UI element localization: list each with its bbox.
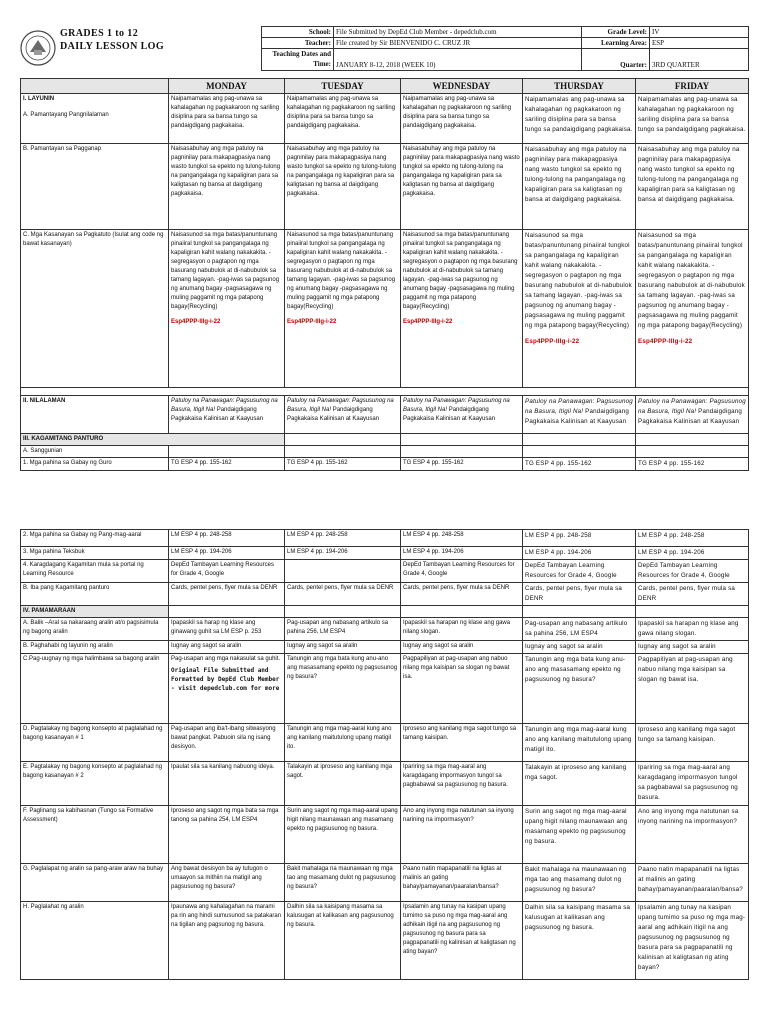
- competency-code: Esp4PPP-IIIg-i-22: [287, 319, 337, 325]
- dates-label: Teaching Dates and Time:: [262, 49, 334, 71]
- row-paglalapat: G. Paglalapat ng aralin sa pang-araw araw na buhay Ang bawat desisyon ba ay tutugon o umaayon sa mithiin na matigil ang pagsusunog ng basura? Bakit mahalaga na maunawaan ng mga tao ang masamang dulot ng pagsusunog ng basura? Paano natin mapapanatili na ligtas at malinis an gating bahay/pamayanan/paaralan/bansa? Bakit mahalaga na maunawaan ng mga tao ang masamang dulot ng pagsusunog ng basura? Paano natin mapapanatili na ligtas at malinis an gating bahay/pamayanan/paaralan/bansa?: [21, 864, 749, 902]
- row-pag-uugnay: C.Pag-uugnay ng mga halimbawa sa bagong aralin Pag-usapan ang mga nakasulat sa guhit. Original File Submitted and Formatted by DepEd Club Member - visit depedclub.com for more Tanungin ang mga bata kung anu-ano ang masasamang epekto ng pagsusunog ng basura? Pagpapiliyan at pag-usapan ang nabuo nilang mga kaisipan sa slogan ng bawat isa. Tanungin ang mga bata kung anu-ano ang masasamang epekto ng pagsusunog ng basura? Pagpapiliyan at pag-usapan ang nabuo nilang mga kaisipan sa slogan ng bawat isa.: [21, 654, 749, 724]
- competency-code: Esp4PPP-IIIg-i-22: [525, 338, 580, 345]
- day-monday: MONDAY: [169, 79, 285, 94]
- row-nilalaman: II. NILALAMAN Patuloy na Panawagan: Pagsusunog na Basura, Itigil Na! Pandaigdigang Pagkakaisa Kalinisan at Kaayusan Patuloy na Panawagan: Pagsusunog na Basura, Itigil Na! Pandaigdigang Pagkakaisa Kalinisan at Kaayusan Patuloy na Panawagan: Pagsusunog na Basura, Itigil Na! Pandaigdigang Pagkakaisa Kalinisan at Kaayusan Patuloy na Panawagan: Pagsusunog na Basura, Itigil Na! Pandaigdigang Pagkakaisa Kalinisan at Kaayusan Patuloy na Panawagan: Pagsusunog na Basura, Itigil Na! Pandaigdigang Pagkakaisa Kalinisan at Kaayusan: [21, 396, 749, 434]
- school-value: File Submitted by DepEd Club Member - depedclub.com: [334, 27, 582, 38]
- row-balik-aral: A. Balik –Aral sa nakaraang aralin at/o pagsisimula ng bagong aralin Ipapaskil sa harap ng klase ang ginawang guhit sa LM ESP p. 253 Pag-usapan ang nabasang artikulo sa pahina 256, LM ESP4 Ipapaskil sa harapan ng klase ang gawa nilang slogan. Pag-usapan ang nabasang artikulo sa pahina 256, LM ESP4 Ipapaskil sa harapan ng klase ang gawa nilang slogan.: [21, 618, 749, 641]
- lesson-table-page-2: [20, 529, 749, 980]
- row-mga-kasanayan: C. Mga Kasanayan sa Pagkatuto (Isulat ang code ng bawat kasanayan) Naisasunod sa mga batas/panuntunang pinaiiral tungkol sa pangangalaga ng kapaligiran kahit walang nakakakita. -segregasyon o pagtapon ng mga basurang nabubulok at di-nabubulok sa tamang lagayan. -pag-iwas sa pagsunog ng anumang bagay -pagsasagawa ng muling paggamit ng mga patapong bagay(Recycling) Esp4PPP-IIIg-i-22 Naisasunod sa mga batas/panuntunang pinaiiral tungkol sa pangangalaga ng kapaligiran kahit walang nakakakita. -segregasyon o pagtapon ng mga basurang nabubulok at di-nabubulok sa tamang lagayan. -pag-iwas sa pagsunog ng anumang bagay -pagsasagawa ng muling paggamit ng mga patapong bagay(Recycling) Esp4PPP-IIIg-i-22 Naisasunod sa mga batas/panuntunang pinaiiral tungkol sa pangangalaga ng kapaligiran kahit walang nakakakita. -segregasyon o pagtapon ng mga basurang nabubulok at di-nabubulok sa tamang lagayan. -pag-iwas sa pagsunog ng anumang bagay -pagsasagawa ng muling paggamit ng mga patapong bagay(Recycling) Esp4PPP-IIIg-i-22 Naisasunod sa mga batas/panuntunang pinaiiral tungkol sa pangangalaga ng kapaligiran kahit walang nakakakita. -segregasyon o pagtapon ng mga basurang nabubulok at di-nabubulok sa tamang lagayan. -pag-iwas sa pagsunog ng anumang bagay -pagsasagawa ng muling paggamit ng mga patapong bagay(Recycling) Esp4PPP-IIIg-i-22 Naisasunod sa mga batas/panuntunang pinaiiral tungkol sa pangangalaga ng kapaligiran kahit walang nakakakita. -segregasyon o pagtapon ng mga basurang nabubulok at di-nabubulok sa tamang lagayan. -pag-iwas sa pagsunog ng anumang bagay -pagsasagawa ng muling paggamit ng mga patapong bagay(Recycling) Esp4PPP-IIIg-i-22: [21, 230, 749, 388]
- quarter-label: Quarter:: [582, 49, 650, 71]
- competency-code: Esp4PPP-IIIg-i-22: [638, 338, 693, 345]
- competency-code: Esp4PPP-IIIg-i-22: [403, 319, 453, 325]
- row-paghahabi: B. Paghahabi ng layunin ng aralin Iugnay ang sagot sa aralin Iugnay ang sagot sa aralin Iugnay ang sagot sa aralin Iugnay ang sagot sa aralin Iugnay ang sagot sa aralin: [21, 641, 749, 654]
- grade-label: Grade Level:: [582, 27, 650, 38]
- lesson-log-page-1: [20, 26, 748, 471]
- row-kagamitang-panturo: III. KAGAMITANG PANTURO: [21, 434, 749, 446]
- row-paglalahat: H. Paglalahat ng aralin Ipaunawa ang kahalagahan na marami pa rin ang hindi sumusunod sa patakaran na tigilan ang pagsunog ng basura. Dalhin sila sa kaisipang masama sa kalusugan at kalikasan ang pagsusunog ng basura. Ipsalamin ang tunay na kasipan upang tumimo sa puso ng mga mag-aaral ang adhikain itigil na ang pagsusunog ng pagsusunog ng basura para sa pagpapanatili ng kalinisan at kaligtasan ng ating bayan? Dalhin sila sa kaisipang masama sa kalusugan at kalikasan ang pagsusunog ng basura. Ipsalamin ang tunay na kasipan upang tumimo sa puso ng mga mag-aaral ang adhikain itigil na ang pagsusunog ng pagsusunog ng basura para sa pagpapanatili ng kalinisan at kaligtasan ng ating bayan?: [21, 902, 749, 980]
- day-tuesday: TUESDAY: [285, 79, 401, 94]
- deped-seal-icon: [20, 30, 56, 66]
- school-label: School:: [262, 27, 334, 38]
- teacher-label: Teacher:: [262, 38, 334, 49]
- quarter-value: 3RD QUARTER: [650, 49, 749, 71]
- day-header-row: [21, 79, 749, 94]
- row-pagtalakay-2: E. Pagtalakay ng bagong konsepto at paglalahad ng bagong kasanayan # 2 Ipaulat sila sa kanilang nabuong ideya. Talakayin at iproseso ang kanilang mga sagot. Ipariring sa mga mag-aaral ang karagdagang impormasyon tungol sa pagbabawal sa pagsusunog ng basura. Talakayin at iproseso ang kanilang mga sagot. Ipariring sa mga mag-aaral ang karagdagang impormasyon tungol sa pagbabawal sa pagsusunog ng basura.: [21, 762, 749, 806]
- row-pamantayan-sa-pagganap: B. Pamantayan sa Pagganap Naisasabuhay ang mga patuloy na pagninilay para makapagpasiya nang wasto tungkol sa epekto ng tulong-tulong na pangangalaga ng kapaligiran para sa kaligtasan ng bansa at daigdigang pagkakaisa. Naisasabuhay ang mga patuloy na pagninilay para makapagpasiya nang wasto tungkol sa epekto ng tulong-tulong na pangangalaga ng kapaligiran para sa kaligtasan ng bansa at daigdigang pagkakaisa. Naisasabuhay ang mga patuloy na pagninilay para makapagpasiya nang wasto tungkol sa epekto ng tulong-tulong na pangangalaga ng kapaligiran para sa kaligtasan ng bansa at daigdigang pagkakaisa. Naisasabuhay ang mga patuloy na pagninilay para makapagpasiya nang wasto tungkol sa epekto ng tulong-tulong na pangangalaga ng kapaligiran para sa kaligtasan ng bansa at daigdigang pagkakaisa. Naisasabuhay ang mga patuloy na pagninilay para makapagpasiya nang wasto tungkol sa epekto ng tulong-tulong na pangangalaga ng kapaligiran para sa kaligtasan ng bansa at daigdigang pagkakaisa.: [21, 144, 749, 230]
- competency-code: Esp4PPP-IIIg-i-22: [171, 319, 221, 325]
- row-pamamaraan: IV. PAMAMARAAN: [21, 606, 749, 618]
- row-paglinang: F. Paglinang sa kabihasnan (Tungo sa Formative Assessment) Iproseso ang sagot ng mga bata sa mga tanong sa pahina 254, LM ESP4 Surin ang sagot ng mga mag-aaral upang higit nilang maunawaan ang masamang epekto ng pagsusunog ng basura. Ano ang inyong mga natutunan sa inyong narining na impormasyon? Surin ang sagot ng mga mag-aaral upang higit nilang maunawaan ang masamang epekto ng pagsusunog ng basura. Ano ang inyong mga natutunan sa inyong narining na impormasyon?: [21, 806, 749, 864]
- lesson-log-page-2: [20, 529, 748, 980]
- row-gabay-mag-aaral: 2. Mga pahina sa Gabay ng Pang-mag-aaral LM ESP 4 pp. 248-258 LM ESP 4 pp. 248-258 LM ESP 4 pp. 248-258 LM ESP 4 pp. 248-258 LM ESP 4 pp. 248-258: [21, 530, 749, 547]
- teacher-value: File created by Sir BIENVENIDO C. CRUZ JR: [334, 38, 582, 49]
- header: [20, 26, 748, 78]
- grade-value: IV: [650, 27, 749, 38]
- day-friday: FRIDAY: [636, 79, 749, 94]
- watermark-note: Original File Submitted and Formatted by DepEd Club Member - visit depedclub.com for more: [171, 667, 280, 692]
- header-info-table: [261, 26, 749, 71]
- row-gabay-guro: 1. Mga pahina sa Gabay ng Guro TG ESP 4 pp. 155-162 TG ESP 4 pp. 155-162 TG ESP 4 pp. 155-162 TG ESP 4 pp. 155-162 TG ESP 4 pp. 155-162: [21, 458, 749, 471]
- row-pagtalakay-1: D. Pagtalakay ng bagong konsepto at paglalahad ng bagong kasanayan # 1 Pag-usapan ang iba't-ibang sitwasyong bawat pangkat. Pabuoin sila ng isang desisyon. Tanungin ang mga mag-aaral kung ano ang kanilang maitutulong upang matigil ito. Iproseso ang kanilang mga sagot tungo sa tamang kaisipan. Tanungin ang mga mag-aaral kung ano ang kanilang maitutulong upang matigil ito. Iproseso ang kanilang mga sagot tungo sa tamang kaisipan.: [21, 724, 749, 762]
- row-pamantayang-pangnilalaman: I. LAYUNIN A. Pamantayang Pangnilalaman Naipamamalas ang pag-unawa sa kahalagahan ng pagkakaroon ng sariling disiplina para sa bansa tungo sa pandaigdigang pagkakaisa. Naipamamalas ang pag-unawa sa kahalagahan ng pagkakaroon ng sariling disiplina para sa bansa tungo sa pandaigdigang pagkakaisa. Naipamamalas ang pag-unawa sa kahalagahan ng pagkakaroon ng sariling disiplina para sa bansa tungo sa pandaigdigang pagkakaisa. Naipamamalas ang pag-unawa sa kahalagahan ng pagkakaroon ng sariling disiplina para sa bansa tungo sa pandaigdigang pagkakaisa. Naipamamalas ang pag-unawa sa kahalagahan ng pagkakaroon ng sariling disiplina para sa bansa tungo sa pandaigdigang pagkakaisa.: [21, 94, 749, 144]
- dates-value: JANUARY 8-12, 2018 (WEEK 10): [334, 49, 582, 71]
- row-sanggunian: A. Sanggunian: [21, 446, 749, 458]
- day-thursday: THURSDAY: [523, 79, 636, 94]
- day-wednesday: WEDNESDAY: [401, 79, 523, 94]
- row-iba-pang-kagamitan: B. Iba pang Kagamitang panturo Cards, pentel pens, flyer mula sa DENR Cards, pentel pens, flyer mula sa DENR Cards, pentel pens, flyer mula sa DENR Cards, pentel pens, flyer mula sa DENR Cards, pentel pens, flyer mula sa DENR: [21, 583, 749, 606]
- row-karagdagang-kagamitan: 4. Karagdagang Kagamitan mula sa portal ng Learning Resource DepEd Tambayan Learning Resources for Grade 4, Google DepEd Tambayan Learning Resources for Grade 4, Google DepEd Tambayan Learning Resources for Grade 4, Google DepEd Tambayan Learning Resources for Grade 4, Google: [21, 560, 749, 583]
- area-label: Learning Area:: [582, 38, 650, 49]
- row-teksbuk: 3. Mga pahina Teksbuk LM ESP 4 pp. 194-206 LM ESP 4 pp. 194-206 LM ESP 4 pp. 194-206 LM ESP 4 pp. 194-206 LM ESP 4 pp. 194-206: [21, 547, 749, 560]
- document-title: GRADES 1 to 12 DAILY LESSON LOG: [60, 28, 165, 52]
- area-value: ESP: [650, 38, 749, 49]
- lesson-table-page-1: [20, 78, 749, 471]
